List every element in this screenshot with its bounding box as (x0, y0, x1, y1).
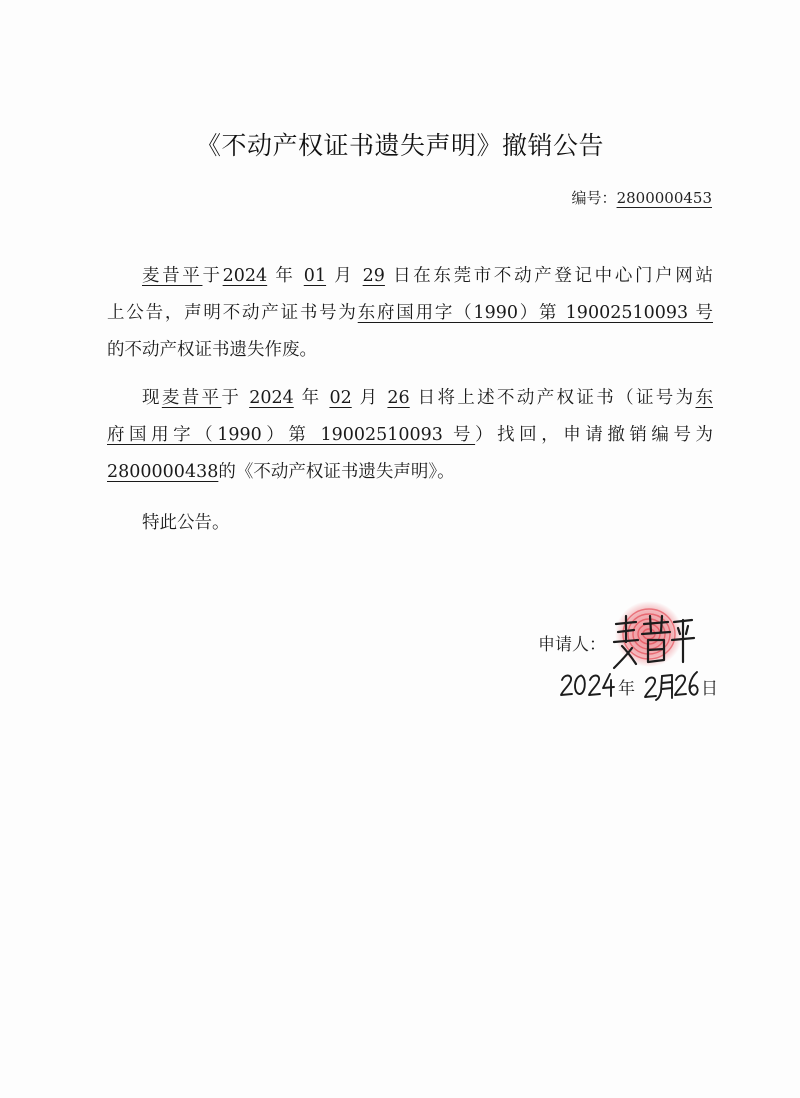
signed-date (558, 668, 718, 704)
paragraph-recovery (107, 380, 713, 491)
paragraph-line (107, 380, 713, 417)
applicant-name: 麦昔平 (161, 388, 222, 408)
announce-month: 01 (303, 266, 327, 286)
certificate-number: 东府国用字（1990）第 19002510093 号 (357, 303, 713, 323)
paragraph-announcement (107, 258, 713, 369)
text-fragment: 日将上述不动产权证书（证号为 (417, 388, 696, 408)
certificate-number-part: 东 (695, 388, 714, 408)
serial-label: 编号： (571, 189, 617, 207)
text-fragment: ）找回，申请撤销编号为 (475, 425, 714, 445)
announce-day: 29 (362, 266, 385, 286)
page-title: 《不动产权证书遗失声明》撤销公告 (195, 131, 604, 160)
paragraph-closing (107, 505, 713, 542)
paragraph-line (107, 295, 713, 332)
year-unit: 年 (618, 679, 635, 699)
paragraph-line: 特此公告。 (142, 513, 230, 533)
text-fragment: 上公告，声明不动产证书号为 (107, 303, 358, 323)
text-fragment: 年 (275, 266, 296, 286)
text-fragment: 于 (202, 266, 223, 286)
certificate-number-part: 府国用字（1990）第 19002510093 号 (107, 425, 476, 445)
recovery-month: 02 (329, 388, 352, 408)
text-fragment: 于 (221, 388, 242, 408)
paragraph-line (107, 258, 713, 295)
text-fragment: 年 (301, 388, 322, 408)
paragraph-line (107, 454, 713, 491)
revoked-statement-number: 2800000438 (107, 462, 219, 482)
day-unit: 日 (701, 679, 718, 699)
serial-number-line (572, 187, 712, 208)
handwritten-date-digits (558, 668, 718, 704)
text-fragment: 现 (142, 388, 162, 408)
text-fragment: 的《不动产权证书遗失声明》。 (218, 462, 455, 482)
handwritten-signature (606, 602, 698, 674)
applicant-label: 申请人： (538, 635, 606, 655)
paragraph-line: 的不动产权证书遗失作废。 (107, 340, 317, 360)
text-fragment: 月 (334, 266, 355, 286)
applicant-name: 麦昔平 (142, 266, 203, 286)
recovery-year: 2024 (249, 388, 294, 408)
text-fragment: 月 (359, 388, 380, 408)
paragraph-line (107, 417, 713, 454)
recovery-day: 26 (387, 388, 410, 408)
announce-year: 2024 (222, 266, 268, 286)
text-fragment: 日在东莞市不动产登记中心门户网站 (393, 266, 713, 286)
serial-number: 2800000453 (616, 189, 712, 207)
